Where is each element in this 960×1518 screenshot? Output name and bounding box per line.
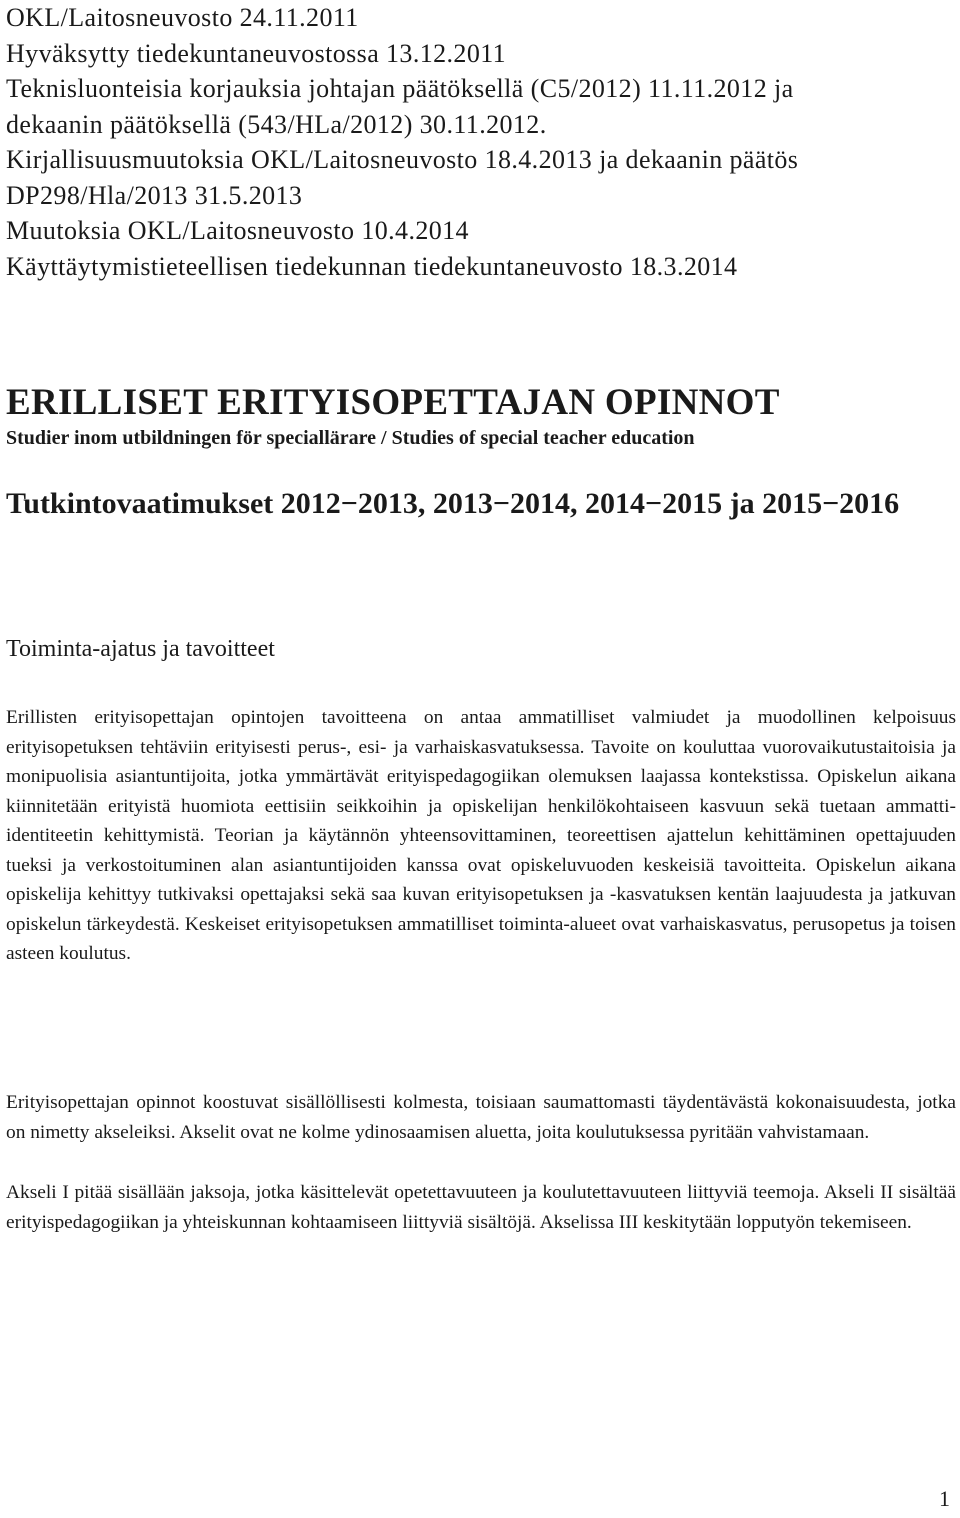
paragraph-goals: Erillisten erityisopettajan opintojen tavoitteena on antaa ammatilliset valmiudet ja muodollinen kelpoisuus erityisopetuksen tehtäviin erityisesti perus-, esi- ja varhaiskasvatuksessa. Tavoite on kouluttaa vuorovaikutustaitoisia ja monipuolisia asiantuntijoita, jotka ymmärtävät erityispedagogiikan olemuksen laajassa kontekstissa. Opiskelun aikana kiinnitetään erityistä huomiota eettisiin seikkoihin ja opiskelijan henkilökohtaiseen kasvuun sekä tuetaan ammatti-identiteetin kehittymistä. Teorian ja käytännön yhteensovittaminen, teoreettisen ajattelun kehittäminen opettajuuden tueksi ja verkostoituminen alan asiantuntijoiden kanssa ovat opiskeluvuoden keskeisiä tavoitteita. Opiskelun aikana opiskelija kehittyy tutkivaksi opettajaksi sekä saa kuvan erityisopetuksen ja -kasvatuksen kentän laajuudesta ja jatkuvan opiskelun tärkeydestä. Keskeiset erityisopetuksen ammatilliset toiminta-alueet ovat varhaiskasvatus, perusopetus ja toisen asteen koulutus. — [6, 707, 956, 964]
degree-requirements-title: Tutkintovaatimukset 2012−2013, 2013−2014, 2014−2015 ja 2015−2016 — [6, 487, 900, 520]
document-page — [6, 0, 956, 1518]
revision-line: dekaanin päätöksellä (543/HLa/2012) 30.11.2012. — [6, 109, 547, 139]
revision-line: Muutoksia OKL/Laitosneuvosto 10.4.2014 — [6, 216, 469, 245]
subtitle: Studier inom utbildningen för speciallärare / Studies of special teacher education — [6, 427, 695, 449]
revision-line: OKL/Laitosneuvosto 24.11.2011 — [6, 3, 359, 32]
revision-line: DP298/Hla/2013 31.5.2013 — [6, 180, 303, 210]
paragraph-axes: Akseli I pitää sisällään jaksoja, jotka käsittelevät opetettavuuteen ja koulutettavuuteen liittyviä teemoja. Akseli II sisältää erityispedagogiikan ja yhteiskunnan kohtaamiseen liittyviä sisältöjä. Akselissa III keskitytään lopputyön tekemiseen. — [6, 1182, 956, 1233]
main-title: ERILLISET ERITYISOPETTAJAN OPINNOT — [6, 382, 780, 423]
paragraph-structure: Erityisopettajan opinnot koostuvat sisällöllisesti kolmesta, toisiaan saumattomasti täydentävästä kokonaisuudesta, jotka on nimetty akseleiksi. Akselit ovat ne kolme ydinosaamisen aluetta, joita koulutuksessa pyritään vahvistamaan. — [6, 1092, 956, 1143]
revision-line: Kirjallisuusmuutoksia OKL/Laitosneuvosto 18.4.2013 ja dekaanin päätös — [6, 145, 799, 174]
revision-line: Hyväksytty tiedekuntaneuvostossa 13.12.2011 — [6, 38, 507, 68]
revision-line: Teknisluonteisia korjauksia johtajan päätöksellä (C5/2012) 11.11.2012 ja — [6, 74, 794, 103]
page-number: 1 — [939, 1486, 950, 1511]
revision-history — [6, 0, 798, 284]
section-heading: Toiminta-ajatus ja tavoitteet — [6, 636, 275, 662]
revision-line: Käyttäytymistieteellisen tiedekunnan tiedekuntaneuvosto 18.3.2014 — [6, 251, 738, 281]
